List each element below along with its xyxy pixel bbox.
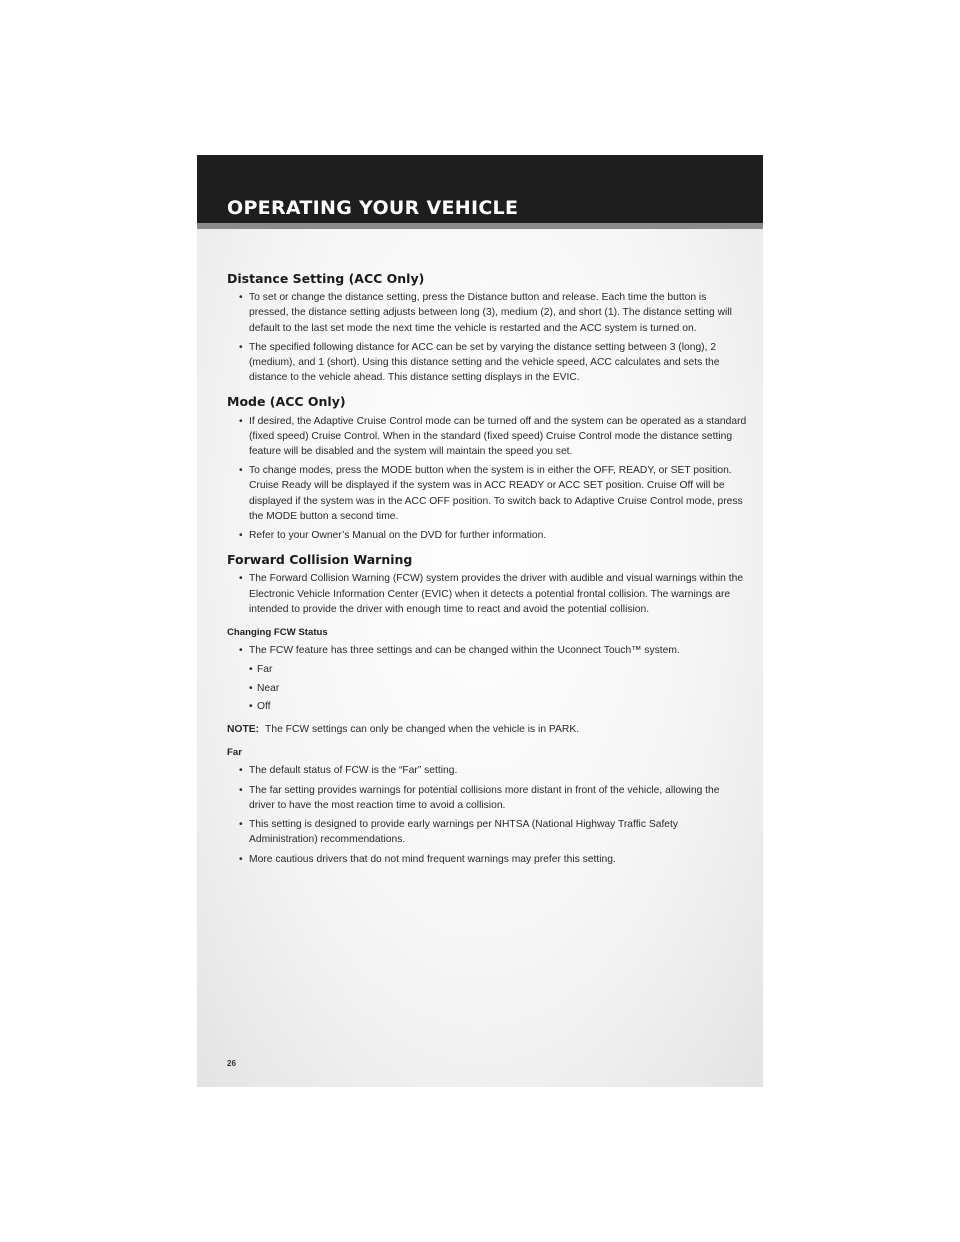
- page-number: 26: [227, 1059, 236, 1068]
- changing-fcw-list: [227, 643, 747, 714]
- list-item: • To set or change the distance setting, press the Distance button and release. Each time the button is pressed, the distance setting adjusts between long (3), medium (2), and short (1). The distance setting will default to the last set mode the next time the vehicle is restarted and the ACC system is turned on.: [227, 290, 747, 336]
- fcw-option-off: • Off: [227, 699, 747, 714]
- list-item: • The FCW feature has three settings and can be changed within the Uconnect Touch™ system.: [227, 643, 747, 658]
- changing-fcw-status-heading: Changing FCW Status: [227, 627, 328, 639]
- section-title: OPERATING YOUR VEHICLE: [227, 197, 519, 219]
- note-label: NOTE:: [227, 724, 260, 736]
- section-header: [197, 155, 763, 223]
- distance-setting-list: [227, 290, 747, 385]
- list-item: • The default status of FCW is the “Far” setting.: [227, 763, 747, 778]
- far-list: [227, 763, 747, 866]
- list-item: • To change modes, press the MODE button when the system is in either the OFF, READY, or SET position. Cruise Ready will be displayed if the system was in ACC READY or ACC SET position. Cruise Off will be displayed if the system was in the ACC OFF position. To switch back to Adaptive Cruise Control mode, press the MODE button a second time.: [227, 463, 747, 524]
- header-divider: [197, 223, 763, 229]
- mode-list: [227, 414, 747, 544]
- note: [227, 722, 747, 737]
- list-item: • If desired, the Adaptive Cruise Control mode can be turned off and the system can be operated as a standard (fixed speed) Cruise Control. When in the standard (fixed speed) Cruise Control mode the distance setting feature will be disabled and the system will maintain the speed you set.: [227, 414, 747, 460]
- note-text: The FCW settings can only be changed when the vehicle is in PARK.: [265, 724, 580, 736]
- fcw-heading: Forward Collision Warning: [227, 552, 413, 568]
- list-item: • The Forward Collision Warning (FCW) system provides the driver with audible and visual warnings within the Electronic Vehicle Information Center (EVIC) when it detects a potential frontal collision. The warnings are intended to provide the driver with enough time to react and avoid the potential collision.: [227, 571, 747, 617]
- fcw-option-near: • Near: [227, 681, 747, 696]
- mode-heading: Mode (ACC Only): [227, 394, 346, 410]
- list-item: • Refer to your Owner’s Manual on the DVD for further information.: [227, 528, 747, 543]
- distance-setting-heading: Distance Setting (ACC Only): [227, 271, 425, 286]
- page-content: [227, 271, 747, 871]
- list-item: • More cautious drivers that do not mind frequent warnings may prefer this setting.: [227, 852, 747, 867]
- list-item: • The specified following distance for ACC can be set by varying the distance setting between 3 (long), 2 (medium), and 1 (short). Using this distance setting and the vehicle speed, ACC calculates and sets the distance to the vehicle ahead. This distance setting displays in the EVIC.: [227, 340, 747, 386]
- list-item: • The far setting provides warnings for potential collisions more distant in front of the vehicle, allowing the driver to have the most reaction time to avoid a collision.: [227, 783, 747, 813]
- manual-page: [197, 155, 763, 1087]
- far-heading: Far: [227, 747, 242, 759]
- fcw-option-far: • Far: [227, 662, 747, 677]
- fcw-list: [227, 571, 747, 617]
- list-item: • This setting is designed to provide early warnings per NHTSA (National Highway Traffic Safety Administration) recommendations.: [227, 817, 747, 847]
